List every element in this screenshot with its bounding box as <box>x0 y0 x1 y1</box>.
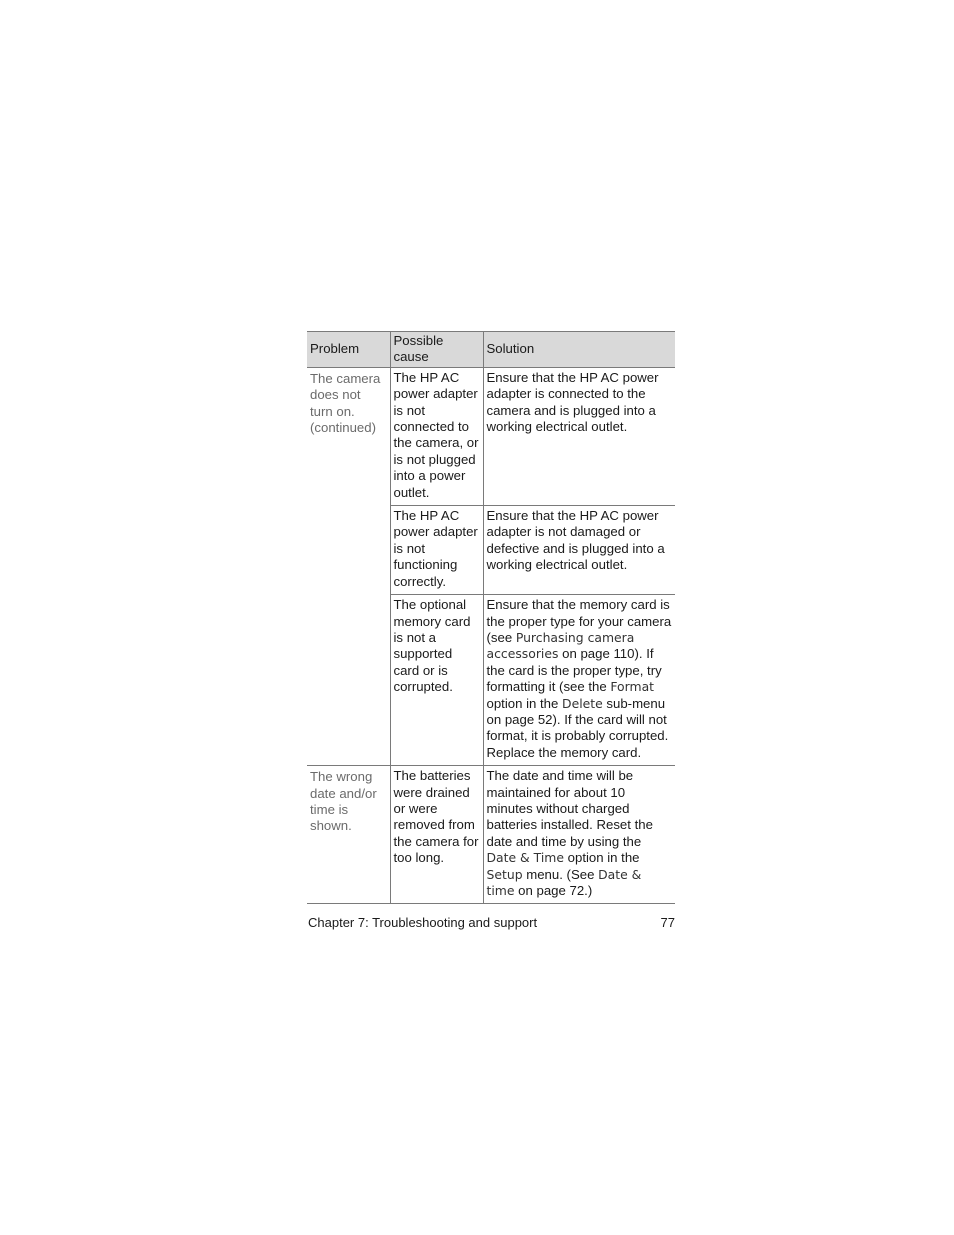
solution-cell: Ensure that the HP AC power adapter is not damaged or defective and is plugged into a working electrical outlet. <box>483 506 675 595</box>
ui-term-format: Format <box>610 679 655 695</box>
troubleshooting-table <box>307 331 675 904</box>
cause-cell: The optional memory card is not a supported card or is corrupted. <box>390 595 483 766</box>
solution-text: The date and time will be maintained for about 10 minutes without charged batteries installed. Reset the date and time by using the <box>486 768 653 849</box>
cross-reference-link[interactable]: Purchasing camera accessories <box>486 629 635 662</box>
solution-cell <box>483 595 675 766</box>
chapter-title: Chapter 7: Troubleshooting and support <box>308 915 538 930</box>
table-row <box>307 766 675 904</box>
header-solution: Solution <box>483 332 675 368</box>
solution-text: option in the <box>486 695 563 711</box>
solution-text: sub-menu on page 52). If the card will not format, it is probably corrupted. Replace the memory card. <box>486 695 669 760</box>
solution-text: on page 110). If the card is the proper type, try formatting it (see the <box>486 646 662 695</box>
solution-cell <box>483 766 675 904</box>
cross-reference-link[interactable]: Date & time <box>486 866 642 898</box>
cause-cell: The HP AC power adapter is not functioning correctly. <box>390 506 483 595</box>
ui-term-date-time: Date & Time <box>486 850 564 866</box>
cause-cell: The batteries were drained or were removed from the camera for too long. <box>390 766 483 904</box>
ui-term-delete: Delete <box>562 695 603 711</box>
solution-text: menu. (See <box>522 866 599 882</box>
header-possible-cause: Possible cause <box>390 332 483 368</box>
problem-cell: The wrong date and/or time is shown. <box>307 766 390 904</box>
problem-cell: The camera does not turn on. (continued) <box>307 367 390 765</box>
solution-cell: Ensure that the HP AC power adapter is connected to the camera and is plugged into a working electrical outlet. <box>483 367 675 505</box>
table-header-row <box>307 332 675 368</box>
page-number: 77 <box>660 915 675 930</box>
solution-text: option in the <box>563 850 640 866</box>
table-row <box>307 367 675 505</box>
solution-text: Ensure that the memory card is the proper type for your camera (see <box>486 597 672 645</box>
solution-text: on page 72.) <box>514 883 593 898</box>
header-problem: Problem <box>307 332 390 368</box>
ui-term-setup: Setup <box>486 866 523 882</box>
cause-cell: The HP AC power adapter is not connected to the camera, or is not plugged into a power outlet. <box>390 367 483 505</box>
